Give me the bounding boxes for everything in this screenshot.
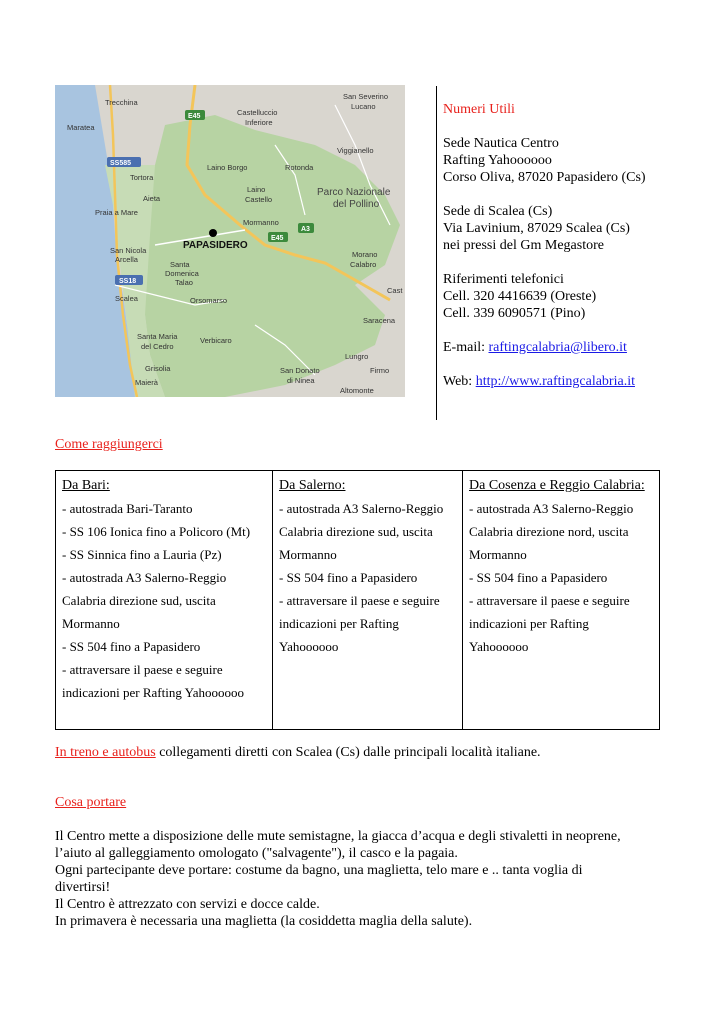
directions-column-bari: [56, 471, 272, 729]
svg-text:Firmo: Firmo: [370, 366, 390, 375]
direction-line: Calabria direzione nord, uscita: [469, 524, 629, 539]
sede2-line: Sede di Scalea (Cs): [443, 204, 553, 219]
direction-line: Calabria direzione sud, uscita: [62, 593, 216, 608]
sede1-line: Sede Nautica Centro: [443, 136, 559, 151]
svg-text:Inferiore: Inferiore: [245, 118, 273, 127]
direction-line: - SS 106 Ionica fino a Policoro (Mt): [62, 524, 251, 539]
svg-text:E45: E45: [271, 235, 284, 242]
cosa-portare-heading: Cosa portare: [55, 795, 127, 810]
direction-line: - autostrada A3 Salerno-Reggio: [279, 501, 444, 516]
text-line: In primavera è necessaria una maglietta (la cosiddetta maglia della salute).: [55, 914, 473, 929]
svg-text:Trecchina: Trecchina: [105, 98, 138, 107]
svg-text:Praia a Mare: Praia a Mare: [95, 208, 138, 217]
text-line: divertirsi!: [55, 880, 111, 895]
direction-line: - SS 504 fino a Papasidero: [62, 639, 201, 654]
svg-text:Aieta: Aieta: [143, 194, 161, 203]
direction-line: Mormanno: [62, 616, 120, 631]
contacts-block: [443, 101, 713, 390]
direction-line: Yahoooooo: [469, 639, 529, 654]
svg-text:Rotonda: Rotonda: [285, 163, 314, 172]
direction-line: indicazioni per Rafting: [279, 616, 399, 631]
svg-text:Santa: Santa: [170, 260, 190, 269]
svg-text:del Pollino: del Pollino: [333, 199, 380, 210]
svg-text:Parco Nazionale: Parco Nazionale: [317, 187, 391, 198]
sede1-line: Corso Oliva, 87020 Papasidero (Cs): [443, 170, 646, 185]
sede2-line: Via Lavinium, 87029 Scalea (Cs): [443, 221, 630, 236]
column-heading: Da Salerno:: [279, 478, 346, 493]
svg-text:Santa Maria: Santa Maria: [137, 332, 178, 341]
svg-text:del Cedro: del Cedro: [141, 342, 174, 351]
svg-text:Cast: Cast: [387, 286, 403, 295]
svg-text:Castello: Castello: [245, 195, 273, 204]
svg-text:SS18: SS18: [119, 278, 137, 285]
sede1-line: Rafting Yahoooooo: [443, 153, 552, 168]
direction-line: - SS Sinnica fino a Lauria (Pz): [62, 547, 222, 562]
come-raggiungerci-heading: Come raggiungerci: [55, 437, 163, 452]
phones-line: Cell. 320 4416639 (Oreste): [443, 289, 597, 304]
svg-text:San Nicola: San Nicola: [110, 246, 147, 255]
direction-line: Yahoooooo: [279, 639, 339, 654]
text-line: l’aiuto al galleggiamento omologato ("salvagente"), il casco e la pagaia.: [55, 846, 458, 861]
text-line: Ogni partecipante deve portare: costume da bagno, una maglietta, telo mare e .. tanta voglia di: [55, 863, 583, 878]
direction-line: Mormanno: [469, 547, 527, 562]
web-label: Web:: [443, 374, 476, 389]
svg-text:San Severino: San Severino: [343, 92, 389, 101]
svg-text:Morano: Morano: [352, 250, 378, 259]
direction-line: - attraversare il paese e seguire: [469, 593, 630, 608]
svg-text:Laino: Laino: [247, 185, 266, 194]
contacts-title: Numeri Utili: [443, 102, 515, 117]
svg-text:Laino Borgo: Laino Borgo: [207, 163, 248, 172]
directions-column-cosenza: [462, 471, 659, 729]
treno-paragraph: [55, 745, 541, 761]
svg-text:Lucano: Lucano: [351, 102, 376, 111]
svg-text:Tortora: Tortora: [130, 173, 154, 182]
cosa-portare-text: [55, 828, 665, 930]
direction-line: - autostrada A3 Salerno-Reggio: [469, 501, 634, 516]
direction-line: - autostrada A3 Salerno-Reggio: [62, 570, 227, 585]
direction-line: - attraversare il paese e seguire: [279, 593, 440, 608]
directions-column-salerno: [272, 471, 462, 729]
direction-line: - SS 504 fino a Papasidero: [469, 570, 608, 585]
svg-text:Talao: Talao: [175, 278, 193, 287]
direction-line: - SS 504 fino a Papasidero: [279, 570, 418, 585]
svg-text:PAPASIDERO: PAPASIDERO: [183, 240, 248, 251]
svg-text:Maratea: Maratea: [67, 123, 95, 132]
treno-text: collegamenti diretti con Scalea (Cs) dalle principali località italiane.: [155, 745, 541, 760]
svg-text:Castelluccio: Castelluccio: [237, 108, 278, 117]
svg-text:di Ninea: di Ninea: [287, 376, 315, 385]
direction-line: indicazioni per Rafting: [469, 616, 589, 631]
direction-line: Mormanno: [279, 547, 337, 562]
email-line: [443, 339, 713, 356]
svg-text:Saracena: Saracena: [363, 316, 396, 325]
column-heading: Da Cosenza e Reggio Calabria:: [469, 478, 645, 493]
svg-text:Altomonte: Altomonte: [340, 386, 374, 395]
svg-text:Grisolia: Grisolia: [145, 364, 171, 373]
vertical-separator: [436, 86, 437, 420]
svg-text:Domenica: Domenica: [165, 269, 199, 278]
phones-line: Cell. 339 6090571 (Pino): [443, 306, 586, 321]
column-heading: Da Bari:: [62, 478, 110, 493]
svg-text:SS585: SS585: [110, 160, 132, 167]
svg-text:Viggianello: Viggianello: [337, 146, 374, 155]
svg-text:San Donato: San Donato: [280, 366, 320, 375]
sede2-line: nei pressi del Gm Megastore: [443, 238, 604, 253]
direction-line: - attraversare il paese e seguire: [62, 662, 223, 677]
svg-text:A3: A3: [301, 226, 310, 233]
text-line: Il Centro mette a disposizione delle mute semistagne, la giacca d’acqua e degli stivaletti in neoprene,: [55, 829, 621, 844]
email-link[interactable]: raftingcalabria@libero.it: [488, 340, 627, 355]
svg-text:Verbicaro: Verbicaro: [200, 336, 232, 345]
phones-line: Riferimenti telefonici: [443, 272, 564, 287]
svg-text:Scalea: Scalea: [115, 294, 138, 303]
web-link[interactable]: http://www.raftingcalabria.it: [475, 374, 635, 389]
direction-line: - autostrada Bari-Taranto: [62, 501, 193, 516]
svg-text:Orsomarso: Orsomarso: [190, 296, 228, 305]
email-label: E-mail:: [443, 340, 489, 355]
svg-text:Arcella: Arcella: [115, 255, 138, 264]
svg-text:Lungro: Lungro: [345, 352, 369, 361]
svg-text:Mormanno: Mormanno: [243, 218, 279, 227]
area-map: [55, 85, 405, 397]
svg-text:Calabro: Calabro: [350, 260, 377, 269]
text-line: Il Centro è attrezzato con servizi e docce calde.: [55, 897, 320, 912]
directions-table: [55, 470, 660, 730]
treno-heading: In treno e autobus: [55, 745, 156, 760]
direction-line: Calabria direzione sud, uscita: [279, 524, 433, 539]
web-line: [443, 373, 713, 390]
direction-line: indicazioni per Rafting Yahoooooo: [62, 685, 244, 700]
svg-text:Maierà: Maierà: [135, 378, 158, 387]
svg-text:E45: E45: [188, 113, 201, 120]
